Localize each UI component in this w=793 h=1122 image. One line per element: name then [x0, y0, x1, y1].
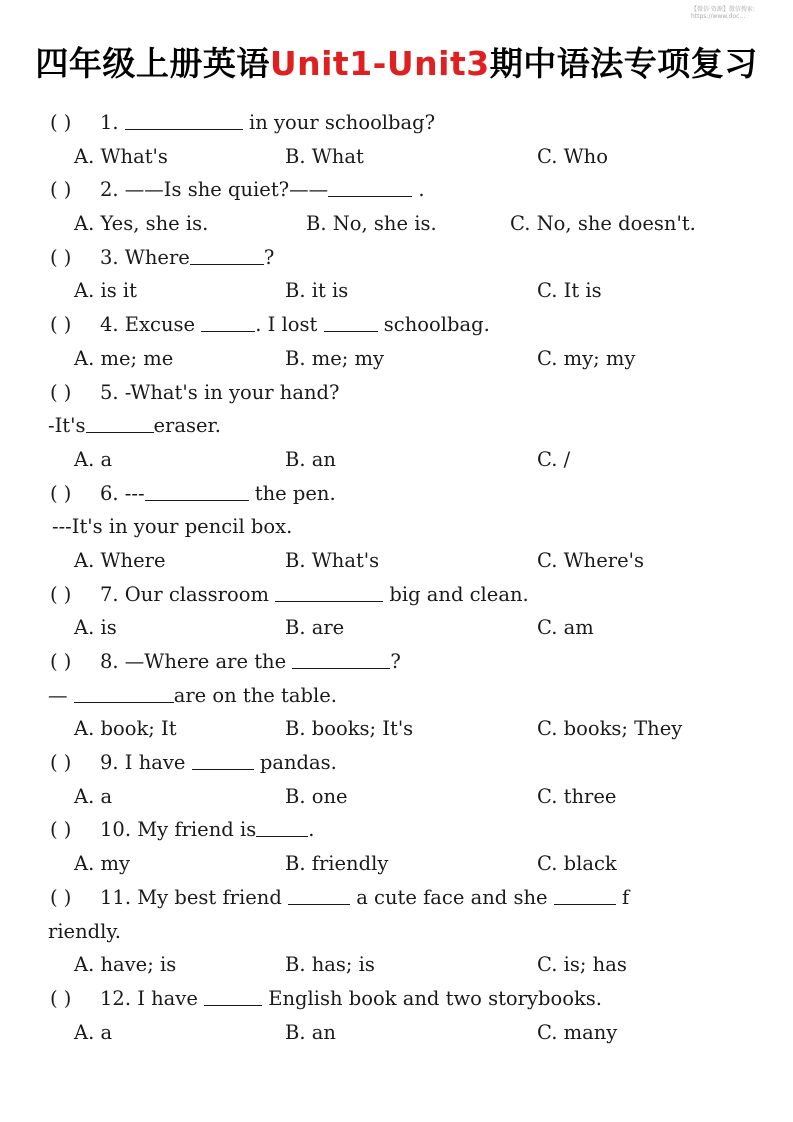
answer-blank[interactable] — [256, 817, 308, 837]
answer-bracket[interactable]: ( ) — [50, 885, 72, 909]
question-number: 12. — [100, 986, 132, 1010]
answer-bracket[interactable]: ( ) — [50, 245, 72, 269]
option-b[interactable]: B. No, she is. — [306, 212, 437, 236]
question-number: 9. — [100, 751, 119, 775]
options-7 — [0, 611, 793, 645]
answer-blank[interactable] — [204, 986, 262, 1006]
question-list — [0, 106, 793, 1049]
question-number: 11. — [100, 885, 132, 909]
question-number: 3. — [100, 245, 119, 269]
option-c[interactable]: C. my; my — [537, 346, 636, 370]
option-b[interactable]: B. me; my — [285, 346, 385, 370]
option-a[interactable]: A. Yes, she is. — [74, 212, 209, 236]
question-number: 10. — [100, 818, 132, 842]
option-b[interactable]: B. are — [285, 616, 345, 640]
question-4 — [0, 308, 793, 342]
watermark: 【微信·资源】微信搜索: https://www.doc… — [691, 6, 755, 20]
option-c[interactable]: C. three — [537, 784, 617, 808]
question-9 — [0, 746, 793, 780]
option-b[interactable]: B. an — [285, 1020, 336, 1044]
question-number: 8. — [100, 650, 119, 673]
option-b[interactable]: B. has; is — [285, 953, 375, 977]
question-number: 4. — [100, 313, 119, 337]
option-c[interactable]: C. / — [537, 447, 571, 471]
question-text: in your schoolbag? — [242, 111, 436, 134]
options-11 — [0, 948, 793, 982]
question-text: . I lost — [255, 313, 324, 337]
option-c[interactable]: C. Where's — [537, 548, 644, 572]
option-c[interactable]: C. is; has — [537, 953, 627, 977]
answer-blank[interactable] — [125, 110, 243, 130]
question-2 — [0, 173, 793, 207]
answer-blank[interactable] — [288, 885, 350, 905]
question-text: Our classroom — [118, 582, 276, 606]
question-text: -What's in your hand? — [118, 380, 340, 404]
question-11 — [0, 881, 793, 915]
answer-blank[interactable] — [74, 683, 174, 703]
option-b[interactable]: B. it is — [285, 279, 349, 303]
question-6-line2 — [0, 510, 793, 544]
question-1 — [0, 106, 793, 140]
question-number: 2. — [100, 178, 119, 202]
option-a[interactable]: A. is it — [74, 279, 137, 303]
option-b[interactable]: B. one — [285, 784, 348, 808]
title-part2: Unit1-Unit3 — [269, 44, 490, 83]
option-c[interactable]: C. black — [537, 852, 617, 876]
question-text: I have — [131, 986, 205, 1010]
answer-bracket[interactable]: ( ) — [50, 313, 72, 337]
options-1 — [0, 140, 793, 174]
option-a[interactable]: A. What's — [74, 144, 168, 168]
question-text: the pen. — [248, 481, 336, 505]
answer-bracket[interactable]: ( ) — [50, 178, 72, 202]
question-8 — [0, 645, 793, 679]
answer-blank[interactable] — [86, 413, 154, 433]
answer-bracket[interactable]: ( ) — [50, 481, 72, 505]
question-text: riendly. — [48, 919, 122, 943]
question-3 — [0, 241, 793, 275]
option-a[interactable]: A. a — [74, 447, 113, 471]
question-text: -It's — [48, 414, 86, 438]
question-5 — [0, 376, 793, 410]
options-8 — [0, 712, 793, 746]
option-a[interactable]: A. book; It — [74, 717, 177, 741]
question-12 — [0, 982, 793, 1016]
answer-bracket[interactable]: ( ) — [50, 650, 72, 673]
answer-blank[interactable] — [328, 177, 412, 197]
options-3 — [0, 274, 793, 308]
question-number: 5. — [100, 380, 119, 404]
options-12 — [0, 1016, 793, 1050]
question-number: 7. — [100, 582, 119, 606]
question-8-line2 — [0, 679, 793, 713]
question-5-line2 — [0, 409, 793, 443]
answer-blank[interactable] — [190, 245, 264, 265]
question-11-line2 — [0, 915, 793, 949]
option-b[interactable]: B. What — [285, 144, 364, 168]
question-text: My friend is — [131, 818, 257, 842]
answer-bracket[interactable]: ( ) — [50, 582, 72, 606]
option-a[interactable]: A. have; is — [74, 953, 177, 977]
question-text: I have — [118, 751, 192, 775]
question-number: 1. — [100, 111, 119, 134]
options-10 — [0, 847, 793, 881]
answer-blank[interactable] — [324, 312, 378, 332]
options-5 — [0, 443, 793, 477]
question-text: ? — [390, 650, 401, 673]
question-text: pandas. — [253, 751, 337, 775]
option-b[interactable]: B. an — [285, 447, 336, 471]
question-text: —Where are the — [118, 650, 293, 673]
question-text: a cute face and she — [350, 885, 554, 909]
option-a[interactable]: A. is — [74, 616, 117, 640]
question-text: English book and two storybooks. — [262, 986, 602, 1010]
option-a[interactable]: A. a — [74, 784, 113, 808]
title-part1: 四年级上册英语 — [35, 44, 270, 83]
question-text: eraser. — [153, 414, 221, 438]
answer-blank[interactable] — [292, 649, 390, 669]
answer-bracket[interactable]: ( ) — [50, 818, 72, 842]
question-text: big and clean. — [383, 582, 529, 606]
question-text: ? — [263, 245, 275, 269]
question-text: are on the table. — [173, 683, 337, 707]
question-text: Excuse — [118, 313, 202, 337]
option-c[interactable]: C. books; They — [537, 717, 683, 741]
option-b[interactable]: B. What's — [285, 548, 380, 572]
title-part3: 期中语法专项复习 — [489, 44, 758, 83]
question-text: Where — [118, 245, 190, 269]
options-2 — [0, 207, 793, 241]
option-b[interactable]: B. books; It's — [285, 717, 414, 741]
question-text: . — [308, 818, 315, 842]
option-c[interactable]: C. many — [537, 1020, 618, 1044]
option-a[interactable]: A. Where — [74, 548, 166, 572]
question-text: My best friend — [131, 885, 289, 909]
option-a[interactable]: A. my — [74, 852, 130, 876]
question-text: ---It's in your pencil box. — [52, 515, 293, 539]
answer-bracket[interactable]: ( ) — [50, 751, 72, 775]
question-text: --- — [118, 481, 145, 505]
option-c[interactable]: C. No, she doesn't. — [510, 212, 696, 236]
answer-blank[interactable] — [145, 481, 249, 501]
page-title — [0, 38, 793, 85]
question-text: ——Is she quiet?—— — [118, 178, 329, 202]
question-text: f — [615, 885, 630, 909]
answer-blank[interactable] — [275, 582, 383, 602]
answer-bracket[interactable]: ( ) — [50, 380, 72, 404]
options-9 — [0, 780, 793, 814]
options-6 — [0, 544, 793, 578]
options-4 — [0, 342, 793, 376]
option-c[interactable]: C. It is — [537, 279, 602, 303]
question-number: 6. — [100, 481, 119, 505]
option-a[interactable]: A. me; me — [74, 346, 174, 370]
question-text: . — [412, 178, 425, 202]
question-10 — [0, 813, 793, 847]
option-c[interactable]: C. am — [537, 616, 594, 640]
question-text: — — [48, 683, 74, 707]
answer-bracket[interactable]: ( ) — [50, 986, 72, 1010]
answer-blank[interactable] — [201, 312, 255, 332]
answer-blank[interactable] — [554, 885, 616, 905]
option-b[interactable]: B. friendly — [285, 852, 389, 876]
answer-blank[interactable] — [192, 750, 254, 770]
option-c[interactable]: C. Who — [537, 144, 608, 168]
question-6 — [0, 477, 793, 511]
question-7 — [0, 578, 793, 612]
option-a[interactable]: A. a — [74, 1020, 113, 1044]
answer-bracket[interactable]: ( ) — [50, 111, 72, 134]
question-text: schoolbag. — [377, 313, 490, 337]
